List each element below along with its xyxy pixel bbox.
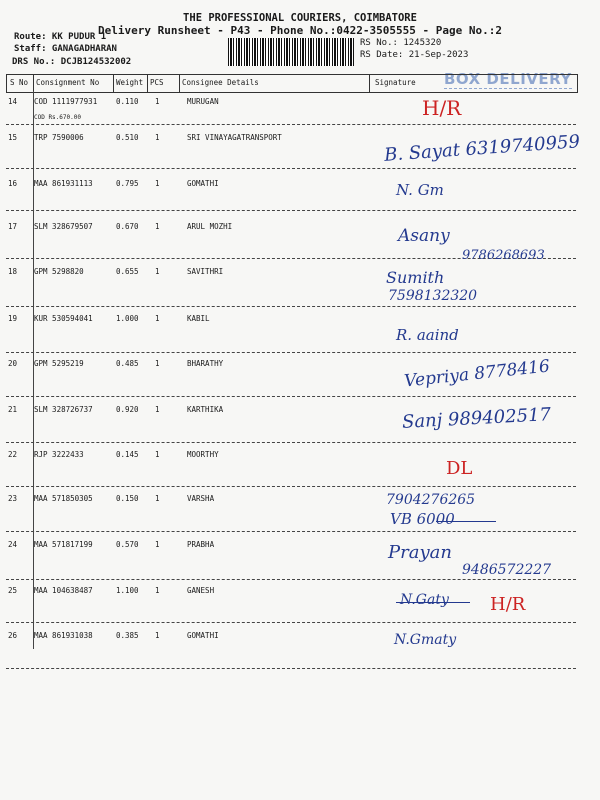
cell-weight: 0.485 (116, 359, 139, 368)
row-divider (6, 306, 576, 307)
cell-consignee: KABIL (187, 314, 210, 323)
cell-sno: 17 (8, 222, 18, 231)
cell-pcs: 1 (155, 133, 160, 142)
cell-consignment: SLM 328679507 (34, 222, 93, 231)
cell-consignee: BHARATHY (187, 359, 224, 368)
row-divider (6, 442, 576, 443)
col-consignment: Consignment No (36, 78, 100, 87)
cell-sno: 21 (8, 405, 18, 414)
cell-weight: 0.670 (116, 222, 139, 231)
signature-18a: Sumith (386, 268, 445, 287)
row-divider (6, 486, 576, 487)
row-divider (6, 124, 576, 125)
cell-consignment: SLM 328726737 (34, 405, 93, 414)
cell-pcs: 1 (155, 586, 160, 595)
cell-weight: 0.655 (116, 267, 139, 276)
cell-consignee: GOMATHI (187, 179, 219, 188)
column-divider (33, 91, 34, 649)
signature-23b: VB 6000 (390, 510, 455, 528)
cell-weight: 1.100 (116, 586, 139, 595)
cell-sno: 24 (8, 540, 18, 549)
signature-22: DL (446, 458, 473, 479)
cell-sno: 15 (8, 133, 18, 142)
signature-25a: N.Gaty (400, 592, 449, 608)
cell-weight: 0.150 (116, 494, 139, 503)
col-weight: Weight (116, 78, 144, 87)
cell-sno: 14 (8, 97, 18, 106)
row-divider (6, 531, 576, 532)
cell-consignment: MAA 861931113 (34, 179, 93, 188)
col-consignee: Consignee Details (182, 78, 259, 87)
col-pcs: PCS (150, 78, 164, 87)
cell-consignee: VARSHA (187, 494, 215, 503)
cell-pcs: 1 (155, 405, 160, 414)
cell-pcs: 1 (155, 540, 160, 549)
column-divider (33, 75, 34, 92)
cell-weight: 0.385 (116, 631, 139, 640)
row-divider (6, 396, 576, 397)
cell-weight: 1.000 (116, 314, 139, 323)
col-signature: Signature (375, 78, 416, 87)
cell-consignee: MOORTHY (187, 450, 219, 459)
column-divider (369, 75, 370, 92)
signature-24b: 9486572227 (462, 562, 552, 578)
cell-consignee: ARUL MOZHI (187, 222, 233, 231)
cell-consignment: MAA 571817199 (34, 540, 93, 549)
column-divider (147, 75, 148, 92)
cell-consignee: KARTHIKA (187, 405, 224, 414)
signature-21: Sanj 989402517 (401, 404, 552, 433)
signature-24a: Prayan (388, 542, 452, 563)
cell-consignment: GPM 5298820 (34, 267, 84, 276)
cell-pcs: 1 (155, 267, 160, 276)
cell-consignment: GPM 5295219 (34, 359, 84, 368)
cell-consignment: TRP 7590006 (34, 133, 84, 142)
rs-number: RS No.: 1245320 (360, 38, 442, 48)
cell-pcs: 1 (155, 179, 160, 188)
table-header (6, 74, 578, 93)
cell-pcs: 1 (155, 631, 160, 640)
row-divider (6, 579, 576, 580)
row-divider (6, 668, 576, 669)
cell-consignee: MURUGAN (187, 97, 219, 106)
cell-pcs: 1 (155, 450, 160, 459)
signature-19: R. aaind (396, 326, 459, 344)
cell-consignee: SRI VINAYAGATRANSPORT (187, 133, 282, 142)
cell-pcs: 1 (155, 359, 160, 368)
cell-consignee: SAVITHRI (187, 267, 224, 276)
signature-14: H/R (422, 96, 462, 120)
cell-sno: 18 (8, 267, 18, 276)
signature-16: N. Gm (396, 181, 444, 199)
cell-sno: 22 (8, 450, 18, 459)
rs-date: RS Date: 21-Sep-2023 (360, 50, 469, 60)
box-delivery-stamp: BOX DELIVERY (444, 70, 572, 88)
cell-consignee: PRABHA (187, 540, 215, 549)
cell-weight: 0.920 (116, 405, 139, 414)
signature-26: N.Gmaty (394, 632, 457, 648)
row-divider (6, 168, 576, 169)
row-divider (6, 210, 576, 211)
signature-17a: Asany (398, 226, 450, 246)
barcode-image (228, 38, 354, 66)
staff-label: Staff: GANAGADHARAN (14, 44, 117, 54)
cell-consignee: GOMATHI (187, 631, 219, 640)
signature-23a: 7904276265 (386, 492, 476, 508)
row-divider (6, 622, 576, 623)
route-label: Route: KK PUDUR 1 (14, 32, 107, 42)
signature-15: B. Sayat 6319740959 (383, 131, 581, 166)
cell-sno: 26 (8, 631, 18, 640)
col-sno: S No (10, 78, 29, 87)
strike-line (436, 521, 496, 522)
signature-18b: 7598132320 (388, 288, 478, 304)
signature-17b: 9786268693 (462, 248, 545, 263)
column-divider (113, 75, 114, 92)
column-divider (179, 75, 180, 92)
cell-pcs: 1 (155, 222, 160, 231)
company-title: THE PROFESSIONAL COURIERS, COIMBATORE (183, 12, 417, 24)
cell-weight: 0.145 (116, 450, 139, 459)
cell-sno: 16 (8, 179, 18, 188)
cell-pcs: 1 (155, 494, 160, 503)
row-divider (6, 352, 576, 353)
cod-amount: COD Rs.670.00 (34, 114, 81, 121)
strike-line (396, 602, 470, 603)
cell-consignee: GANESH (187, 586, 215, 595)
signature-20: Vepriya 8778416 (403, 356, 551, 392)
cell-pcs: 1 (155, 97, 160, 106)
cell-sno: 19 (8, 314, 18, 323)
cell-sno: 20 (8, 359, 18, 368)
cell-weight: 0.795 (116, 179, 139, 188)
signature-25b: H/R (490, 594, 526, 615)
cell-weight: 0.110 (116, 97, 139, 106)
cell-consignment: MAA 861931038 (34, 631, 93, 640)
cell-consignment: COD 1111977931 (34, 97, 98, 106)
cell-consignment: RJP 3222433 (34, 450, 84, 459)
drs-number: DRS No.: DCJB124532002 (12, 57, 132, 67)
cell-weight: 0.510 (116, 133, 139, 142)
cell-consignment: KUR 530594041 (34, 314, 93, 323)
cell-consignment: MAA 104638487 (34, 586, 93, 595)
cell-weight: 0.570 (116, 540, 139, 549)
cell-sno: 25 (8, 586, 18, 595)
runsheet-title: Delivery Runsheet - P43 - Phone No.:0422-3505555 - Page No.:2 (98, 24, 502, 37)
cell-pcs: 1 (155, 314, 160, 323)
cell-consignment: MAA 571850305 (34, 494, 93, 503)
cell-sno: 23 (8, 494, 18, 503)
